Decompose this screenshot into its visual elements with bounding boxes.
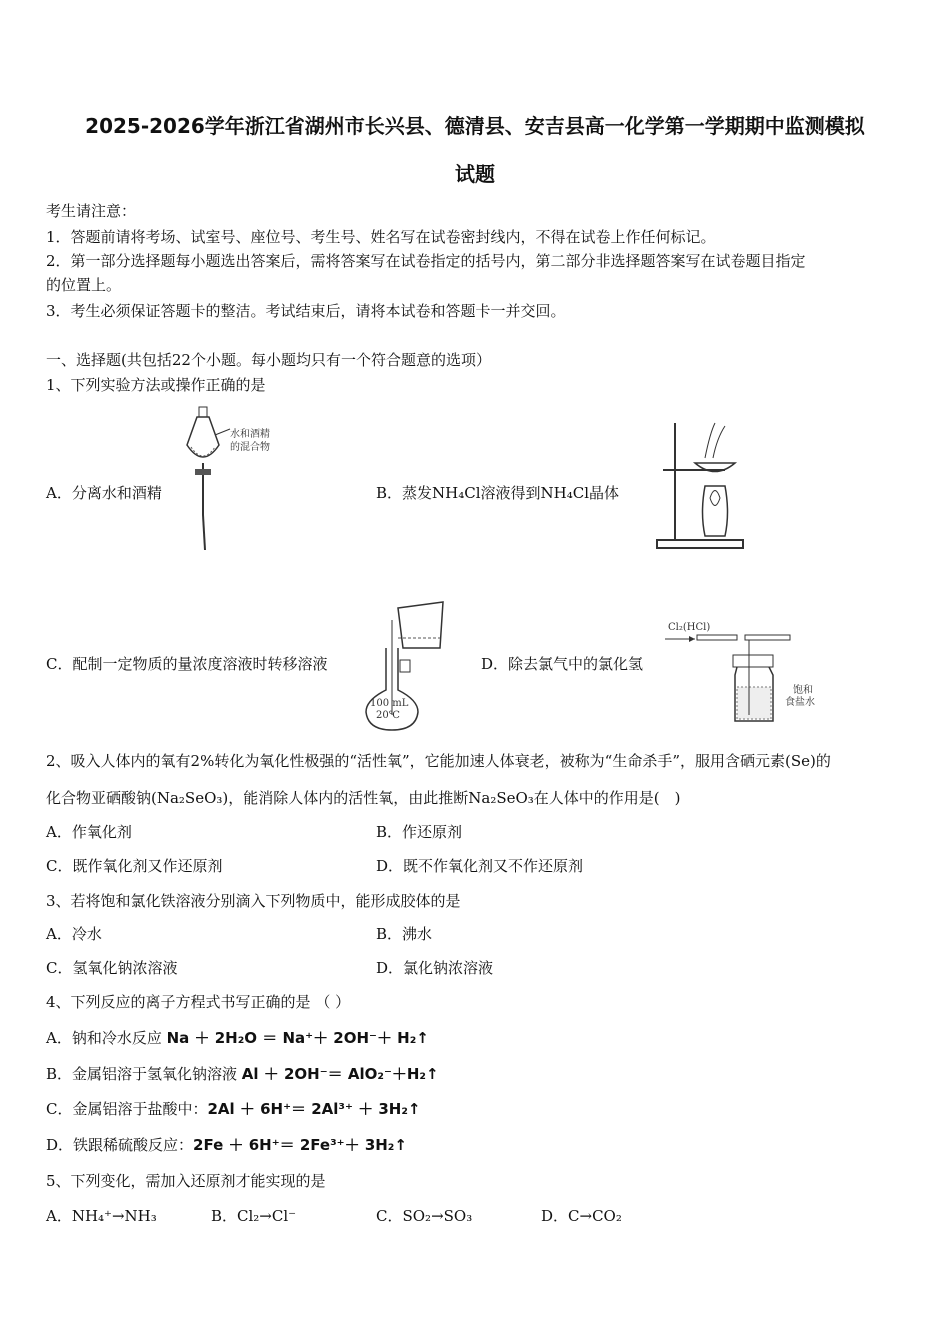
notice-heading: 考生请注意： [46,202,137,220]
q4-stem: 4、下列反应的离子方程式书写正确的是 （ ） [46,993,351,1011]
title-line2: 试题 [455,162,495,186]
q4-b-equation: Al ＋ 2OH⁻＝ AlO₂⁻＋H₂↑ [241,1065,439,1083]
title-line1: 2025-2026学年浙江省湖州市长兴县、德清县、安吉县高一化学第一学期期中监测模拟 [85,114,865,138]
q4-a-equation: Na ＋ 2H₂O ＝ Na⁺＋ 2OH⁻＋ H₂↑ [166,1029,429,1047]
q3-option-d: D．氯化钠浓溶液 [376,959,494,977]
notice-item: 的位置上。 [46,276,122,294]
fig-c-label: 100 mL [370,698,409,709]
fig-d-label: 食盐水 [785,697,815,708]
q3-option-b: B．沸水 [376,925,433,943]
q3-option-c: C．氢氧化钠浓溶液 [46,959,178,977]
q5-option-c: C．SO₂→SO₃ [376,1207,473,1225]
q2-option-b: B．作还原剂 [376,823,463,841]
q2-option-d: D．既不作氧化剂又不作还原剂 [376,857,584,875]
q2-option-a: A．作氧化剂 [46,823,132,841]
q4-d-equation: 2Fe ＋ 6H⁺＝ 2Fe³⁺＋ 3H₂↑ [193,1136,407,1154]
q4-c-label: C．金属铝溶于盐酸中： [46,1100,208,1118]
q2-stem: 化合物亚硒酸钠(Na₂SeO₃)，能消除人体内的活性氧，由此推断Na₂SeO₃在人体中的作用是( ) [46,789,681,807]
q5-option-a: A．NH₄⁺→NH₃ [46,1207,157,1225]
notice-item: 2．第一部分选择题每小题选出答案后，需将答案写在试卷指定的括号内，第二部分非选择题答案写在试卷题目指定 [46,252,806,270]
q4-option-a [46,1028,429,1048]
q1-option-b: B．蒸发NH₄Cl溶液得到NH₄Cl晶体 [376,484,620,502]
section-heading: 一、选择题(共包括22个小题。每小题均只有一个符合题意的选项） [46,351,491,369]
q4-option-d [46,1135,407,1155]
evaporation-figure [655,418,750,553]
q1-option-d: D．除去氯气中的氯化氢 [481,655,644,673]
fig-a-label: 的混合物 [230,442,270,453]
volumetric-flask-figure [358,600,448,735]
q3-stem: 3、若将饱和氯化铁溶液分别滴入下列物质中，能形成胶体的是 [46,892,461,910]
fig-d-label: 饱和 [793,685,813,696]
q4-option-b [46,1064,439,1084]
q2-option-c: C．既作氧化剂又作还原剂 [46,857,223,875]
notice-item: 3．考生必须保证答题卡的整洁。考试结束后，请将本试卷和答题卡一并交回。 [46,302,566,320]
q4-a-label: A．钠和冷水反应 [46,1029,167,1047]
q4-b-label: B．金属铝溶于氢氧化钠溶液 [46,1065,242,1083]
q5-option-d: D．C→CO₂ [541,1207,622,1225]
q4-option-c [46,1099,421,1119]
q1-option-c: C．配制一定物质的量浓度溶液时转移溶液 [46,655,328,673]
fig-d-gas-label: Cl₂(HCl) [668,622,711,633]
q3-option-a: A．冷水 [46,925,102,943]
q1-option-a: A．分离水和酒精 [46,484,162,502]
gas-washing-bottle-figure [665,615,845,727]
q2-stem: 2、吸入人体内的氧有2%转化为氧化性极强的“活性氧”，它能加速人体衰老，被称为“生命杀手”，服用含硒元素(Se)的 [46,752,831,770]
notice-item: 1．答题前请将考场、试室号、座位号、考生号、姓名写在试卷密封线内，不得在试卷上作任何标记。 [46,228,716,246]
q5-option-b: B．Cl₂→Cl⁻ [211,1207,297,1225]
q5-stem: 5、下列变化，需加入还原剂才能实现的是 [46,1172,326,1190]
fig-c-label: 20℃ [376,710,400,721]
q4-d-label: D．铁跟稀硫酸反应： [46,1136,194,1154]
q4-c-equation: 2Al ＋ 6H⁺＝ 2Al³⁺ ＋ 3H₂↑ [207,1100,421,1118]
q1-stem: 1、下列实验方法或操作正确的是 [46,376,266,394]
fig-a-label: 水和酒精 [230,429,270,440]
separatory-funnel-figure [175,405,295,555]
